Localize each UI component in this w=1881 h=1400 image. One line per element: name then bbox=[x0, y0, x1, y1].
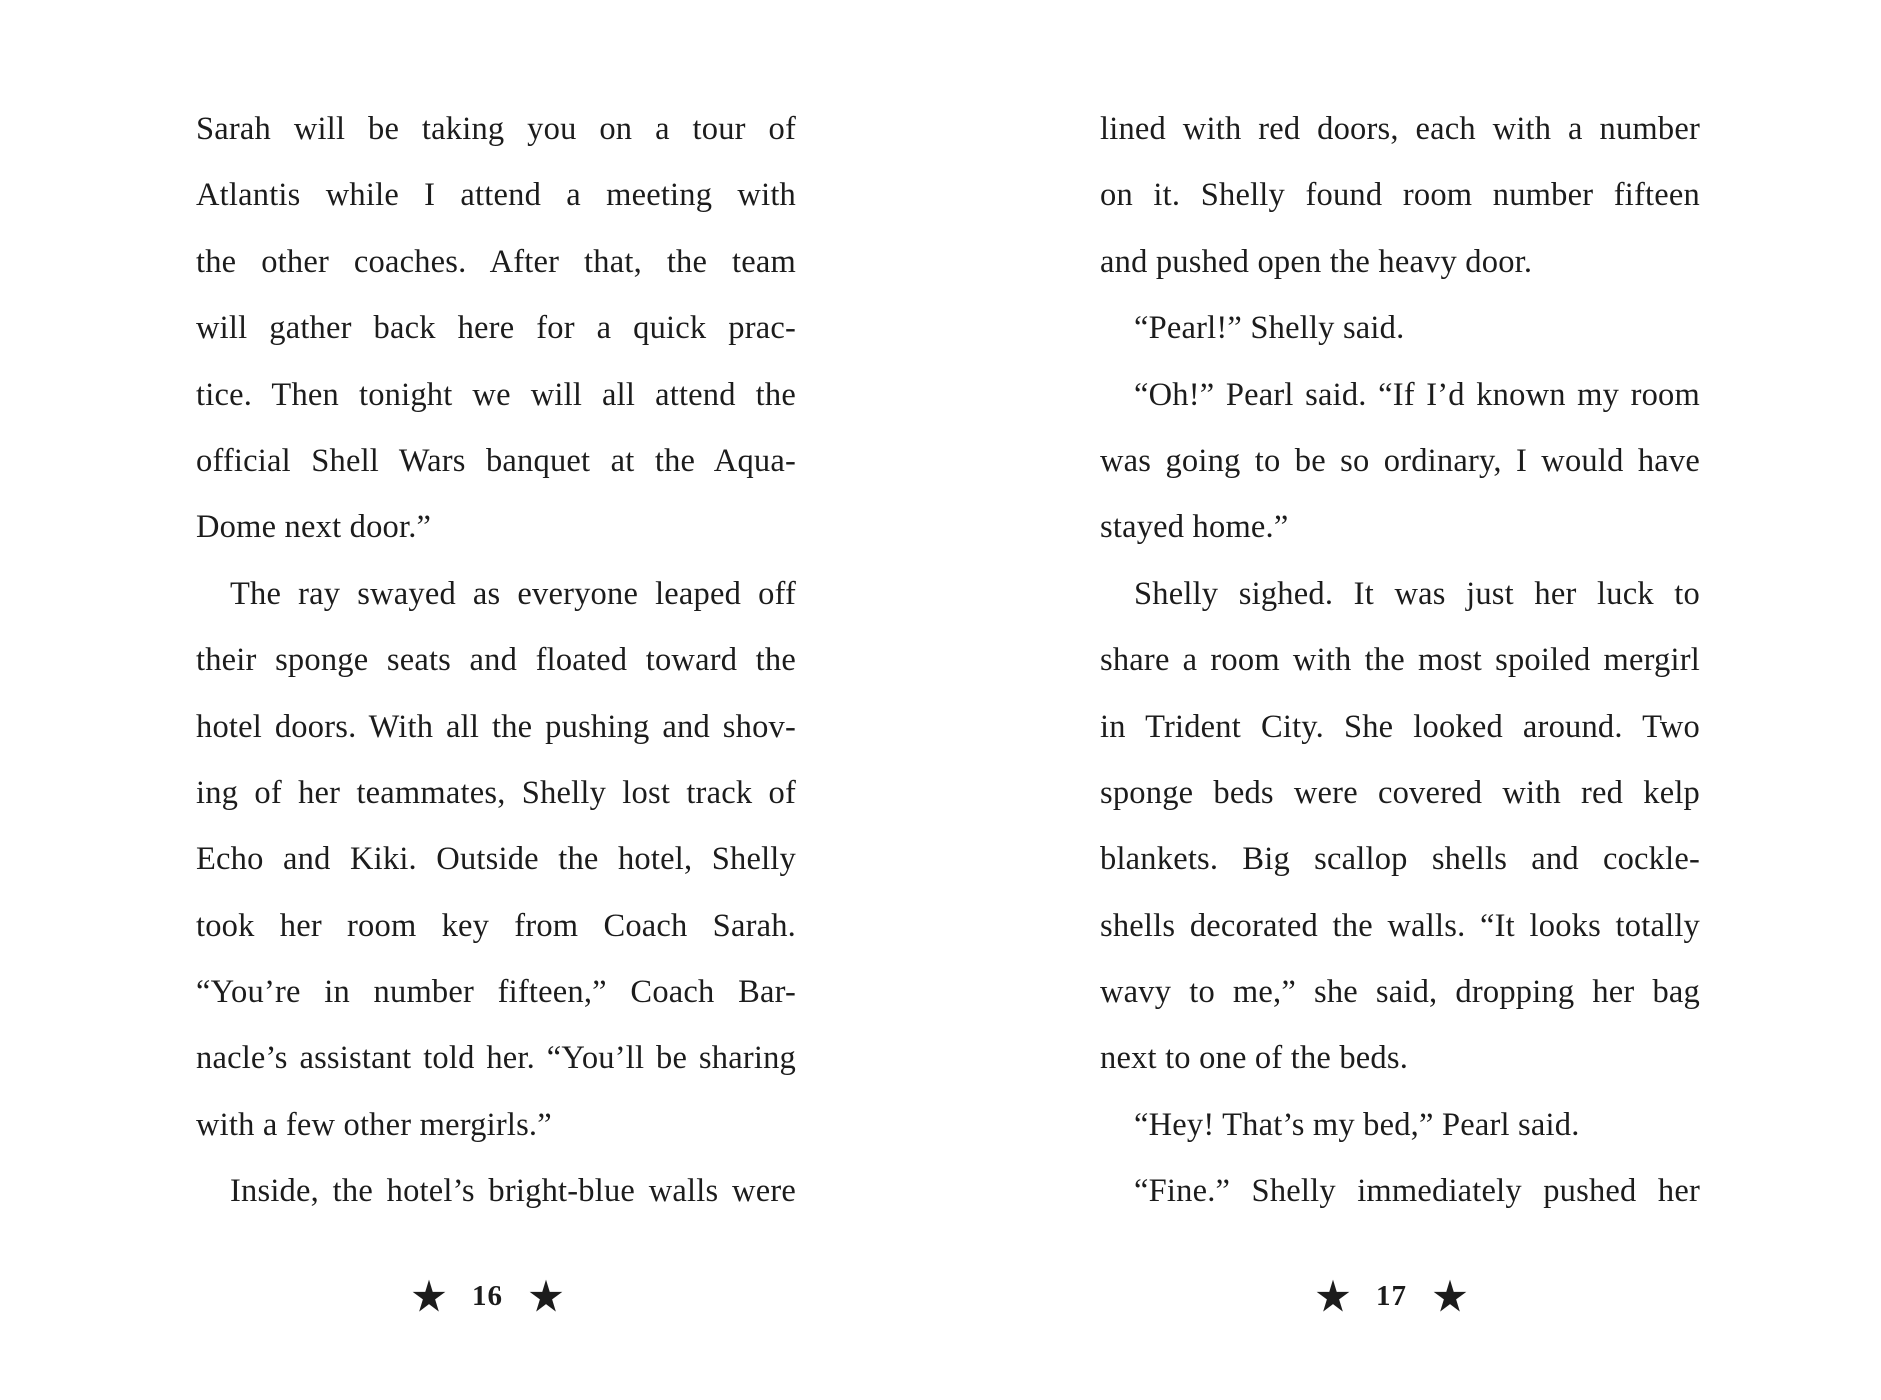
star-icon bbox=[1316, 1279, 1350, 1313]
text-line: ing of her teammates, Shelly lost track of bbox=[196, 774, 796, 811]
text-line: Inside, the hotel’s bright-blue walls were bbox=[230, 1173, 796, 1210]
left-page-folio bbox=[412, 1268, 563, 1324]
text-line: “Pearl!” Shelly said. bbox=[1134, 310, 1405, 347]
text-line: and pushed open the heavy door. bbox=[1100, 243, 1533, 280]
text-line: “Oh!” Pearl said. “If I’d known my room bbox=[1134, 376, 1700, 413]
text-line: was going to be so ordinary, I would have bbox=[1100, 442, 1700, 479]
text-line: Atlantis while I attend a meeting with bbox=[196, 177, 796, 214]
text-line: Sarah will be taking you on a tour of bbox=[196, 111, 796, 147]
text-line: took her room key from Coach Sarah. bbox=[196, 907, 796, 944]
text-line: next to one of the beds. bbox=[1100, 1040, 1409, 1077]
text-line: The ray swayed as everyone leaped off bbox=[230, 575, 796, 612]
text-line: with a few other mergirls.” bbox=[196, 1106, 552, 1143]
text-line: Shelly sighed. It was just her luck to bbox=[1134, 575, 1700, 612]
text-line: will gather back here for a quick prac- bbox=[196, 310, 796, 347]
text-line: share a room with the most spoiled mergirl bbox=[1100, 642, 1700, 679]
text-line: “You’re in number fifteen,” Coach Bar- bbox=[196, 974, 796, 1011]
text-line: lined with red doors, each with a number bbox=[1100, 111, 1700, 147]
text-line: on it. Shelly found room number fifteen bbox=[1100, 177, 1700, 214]
right-page-folio bbox=[1316, 1268, 1467, 1324]
text-line: blankets. Big scallop shells and cockle- bbox=[1100, 841, 1700, 878]
star-icon bbox=[412, 1279, 446, 1313]
page-number: 17 bbox=[1376, 1279, 1407, 1312]
text-line: stayed home.” bbox=[1100, 509, 1289, 546]
text-line: tice. Then tonight we will all attend the bbox=[196, 376, 796, 413]
left-page-body bbox=[196, 96, 796, 1225]
text-line: Echo and Kiki. Outside the hotel, Shelly bbox=[196, 841, 796, 878]
text-line: official Shell Wars banquet at the Aqua- bbox=[196, 442, 796, 479]
text-line: in Trident City. She looked around. Two bbox=[1100, 708, 1700, 745]
star-icon bbox=[529, 1279, 563, 1313]
text-line: “Hey! That’s my bed,” Pearl said. bbox=[1134, 1106, 1580, 1143]
text-line: hotel doors. With all the pushing and shov- bbox=[196, 708, 796, 745]
page-number: 16 bbox=[472, 1279, 503, 1312]
text-line: wavy to me,” she said, dropping her bag bbox=[1100, 974, 1700, 1011]
text-line: Dome next door.” bbox=[196, 509, 432, 546]
text-line: “Fine.” Shelly immediately pushed her bbox=[1134, 1173, 1700, 1210]
text-line: shells decorated the walls. “It looks totally bbox=[1100, 907, 1700, 944]
star-icon bbox=[1433, 1279, 1467, 1313]
text-line: sponge beds were covered with red kelp bbox=[1100, 774, 1700, 811]
right-page-body bbox=[1100, 96, 1700, 1225]
text-line: nacle’s assistant told her. “You’ll be sharing bbox=[196, 1040, 796, 1077]
text-line: their sponge seats and floated toward the bbox=[196, 642, 796, 679]
text-line: the other coaches. After that, the team bbox=[196, 243, 796, 280]
